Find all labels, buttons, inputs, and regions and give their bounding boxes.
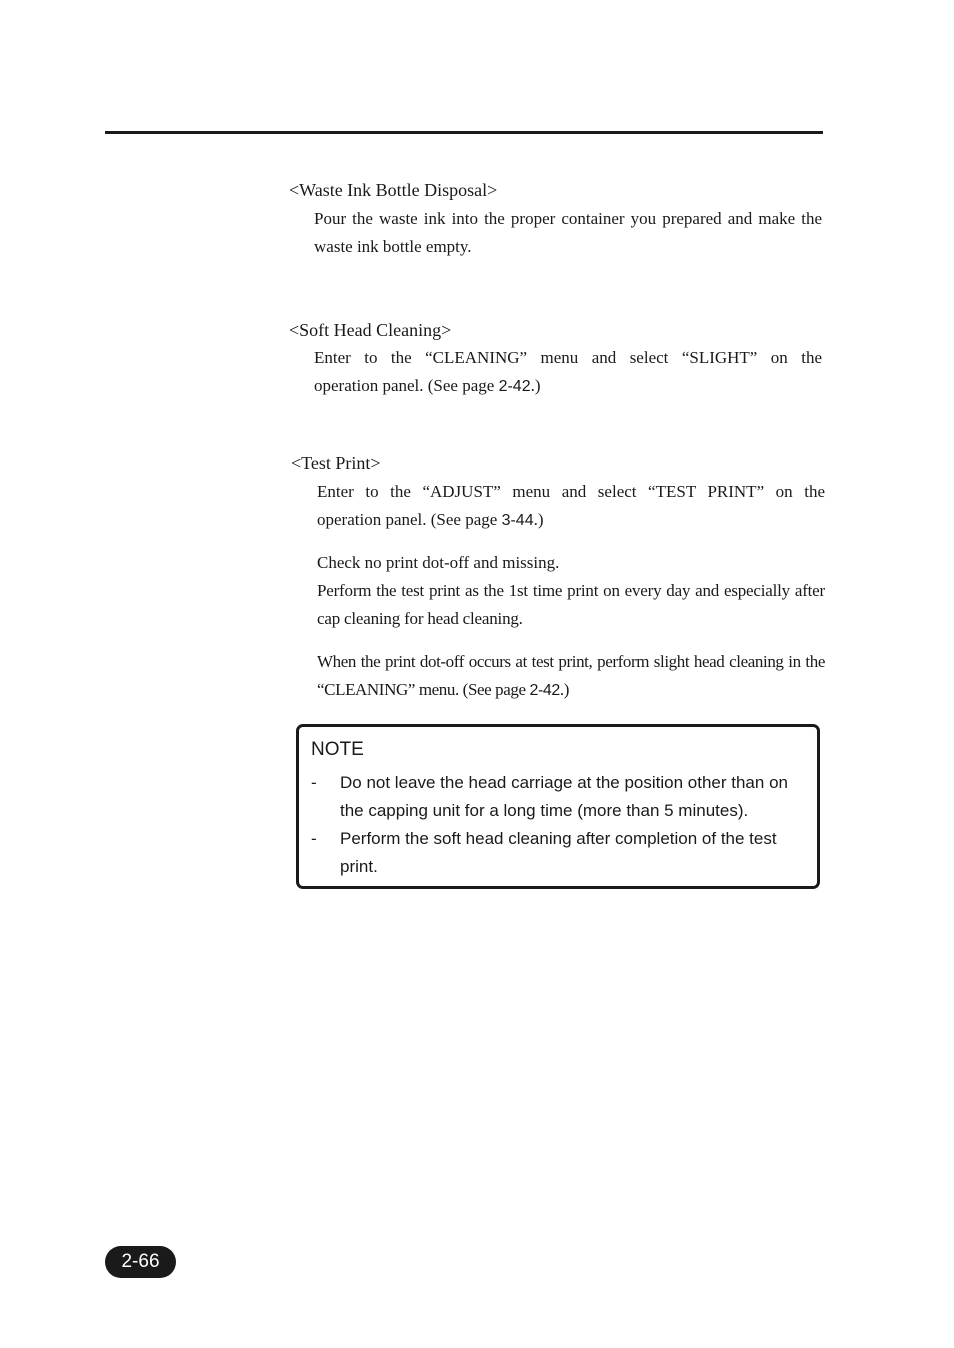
note-text: Perform the soft head cleaning after completion of the test print. xyxy=(340,829,777,876)
waste-body: Pour the waste ink into the proper container you prepared and make the waste ink bottle empty. xyxy=(314,209,822,256)
test-heading: <Test Print> xyxy=(291,453,381,473)
test-line1: Enter to the “ADJUST” menu and select “TEST PRINT” on the xyxy=(317,482,825,501)
note-title: NOTE xyxy=(311,739,364,760)
header-rule xyxy=(105,131,823,134)
note-box xyxy=(296,724,820,889)
note-text: Do not leave the head carriage at the position other than on the capping unit for a long time (more than 5 minutes). xyxy=(340,773,788,820)
test-when-page-ref: 2-42 xyxy=(529,682,560,699)
test-when xyxy=(317,648,825,705)
test-check: Check no print dot-off and missing. xyxy=(317,553,560,572)
soft-heading: <Soft Head Cleaning> xyxy=(289,320,452,340)
soft-line2 xyxy=(314,372,822,401)
test-line2-post: .) xyxy=(533,510,544,529)
note-dash: - xyxy=(311,773,317,792)
page-number-badge: 2-66 xyxy=(105,1246,176,1278)
test-perform: Perform the test print as the 1st time print on every day and especially after cap cleaning for head cleaning. xyxy=(317,581,825,628)
test-line2-pre: operation panel. (See page xyxy=(317,510,502,529)
test-page-ref: 3-44 xyxy=(501,512,534,529)
test-line2 xyxy=(317,506,825,535)
soft-line2-pre: operation panel. (See page xyxy=(314,376,499,395)
waste-heading: <Waste Ink Bottle Disposal> xyxy=(289,180,498,200)
soft-line1: Enter to the “CLEANING” menu and select “SLIGHT” on the xyxy=(314,348,822,367)
soft-line2-post: .) xyxy=(530,376,541,395)
test-when-post: .) xyxy=(559,680,570,699)
note-dash: - xyxy=(311,829,317,848)
test-when-pre: When the print dot-off occurs at test print, perform slight head cleaning in the “CLEANING” menu. (See page xyxy=(317,652,825,699)
soft-page-ref: 2-42 xyxy=(498,378,531,395)
